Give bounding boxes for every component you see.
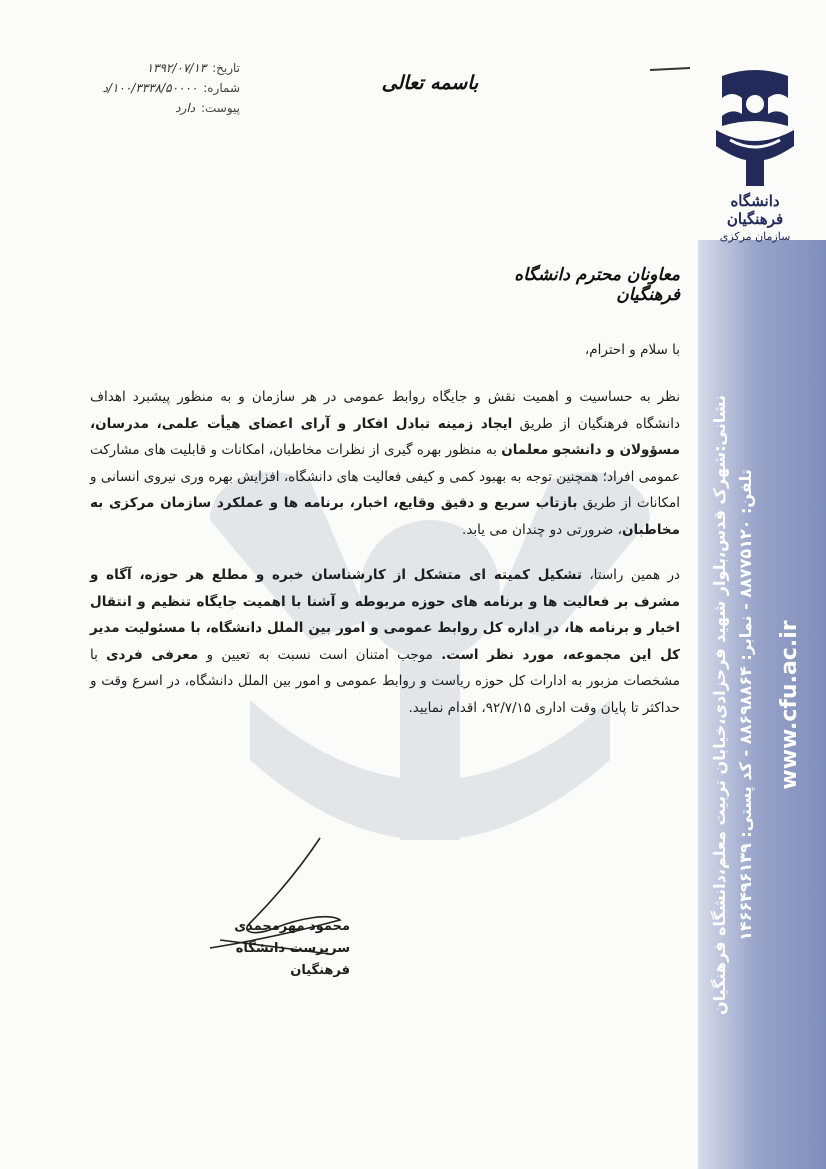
body-run-bold: معرفی فردی [106,646,199,663]
number-value: ۱۰۰/۳۳۳۸/۵۰۰۰۰/د [102,81,198,95]
body-run: نظر به حساسیت و اهمیت نقش و جایگاه روابط عمومی در هر سازمان و به منظور پیشبرد اهداف دانشگاه فرهنگیان از طریق [90,389,680,432]
logo-org-name: سازمان مرکزی [719,230,791,243]
body-paragraph-1 [90,384,680,543]
logo-university-name: دانشگاه فرهنگیان [726,192,784,228]
body-paragraph-2 [90,562,680,721]
body-run: به منظور بهره گیری از نظرات مخاطبان، امکانات و قابلیت های مشارکت عمومی افراد؛ همچنین توجه به بهبود کمی و کیفی فعالیت های دانشگاه، افزایش بهره وری نیروی انسانی و امکانات از طریق [90,442,680,511]
signatory-name: محمود مهرمحمدی [234,919,350,934]
body-run: موجب امتنان است نسبت به تعیین و [198,646,442,663]
signatory [190,916,350,982]
letter-body [90,384,680,721]
attachment-value: دارد [175,101,196,115]
body-run: با مشخصات مزبور به ادارات کل حوزه ریاست و روابط عمومی و امور بین الملل دانشگاه، در اسرع وقت و حداکثر تا پایان وقت اداری ۹۲/۷/۱۵، اقدام نمایید. [90,646,680,716]
date-value: ۱۳۹۲/۰۷/۱۳ [146,61,207,75]
body-run-bold: بازتاب سریع و دقیق وقایع، اخبار، برنامه ها و عملکرد سازمان مرکزی به مخاطبان [90,495,680,538]
addressee: معاونان محترم دانشگاه فرهنگیان [514,265,680,305]
band-phone-postal: تلفن: ۸۸۷۷۵۱۲۰ - نمابر: ۸۸۶۹۸۸۶۴ - کد پستی: ۱۴۶۶۴۹۶۱۳۹ [736,469,755,941]
university-logo [705,68,805,243]
body-run-bold: تشکیل کمیته ای متشکل از کارشناسان خبره و مطلع هر حوزه، آگاه و مشرف بر فعالیت ها و برنامه های حوزه مربوطه و آشنا با اهمیت جایگاه تنظیم و انتقال اخبار و برنامه ها، در اداره کل روابط عمومی و امور بین الملل دانشگاه، با مسئولیت مدیر کل این مجموعه، مورد نظر است. [90,567,680,663]
date-label: تاریخ: [212,61,240,75]
meta-number-row [70,78,240,98]
band-website: www.cfu.ac.ir [777,620,802,790]
side-contact-text [707,255,817,1155]
band-address: نشانی:شهرک قدس،بلوار شهید فرحزادی،خیابان تربیت معلم،دانشگاه فرهنگیان [710,394,729,1016]
meta-attachment-row [70,98,240,118]
body-run: در همین راستا، [581,567,680,583]
letter-meta [70,58,240,118]
body-run: ، ضرورتی دو چندان می یابد. [462,521,623,538]
invocation-heading: باسمه تعالی [381,72,479,94]
number-label: شماره: [203,81,240,95]
meta-date-row [70,58,240,78]
signatory-title: سرپرست دانشگاه فرهنگیان [235,941,350,978]
greeting: با سلام و احترام، [584,342,680,358]
body-run-bold: ایجاد زمینه تبادل افکار و آرای اعضای هیأت علمی، مدرسان، مسؤولان و دانشجو معلمان [90,415,680,458]
logo-emblem-icon [712,68,798,188]
attachment-label: پیوست: [200,101,240,115]
header-rule [650,67,690,71]
